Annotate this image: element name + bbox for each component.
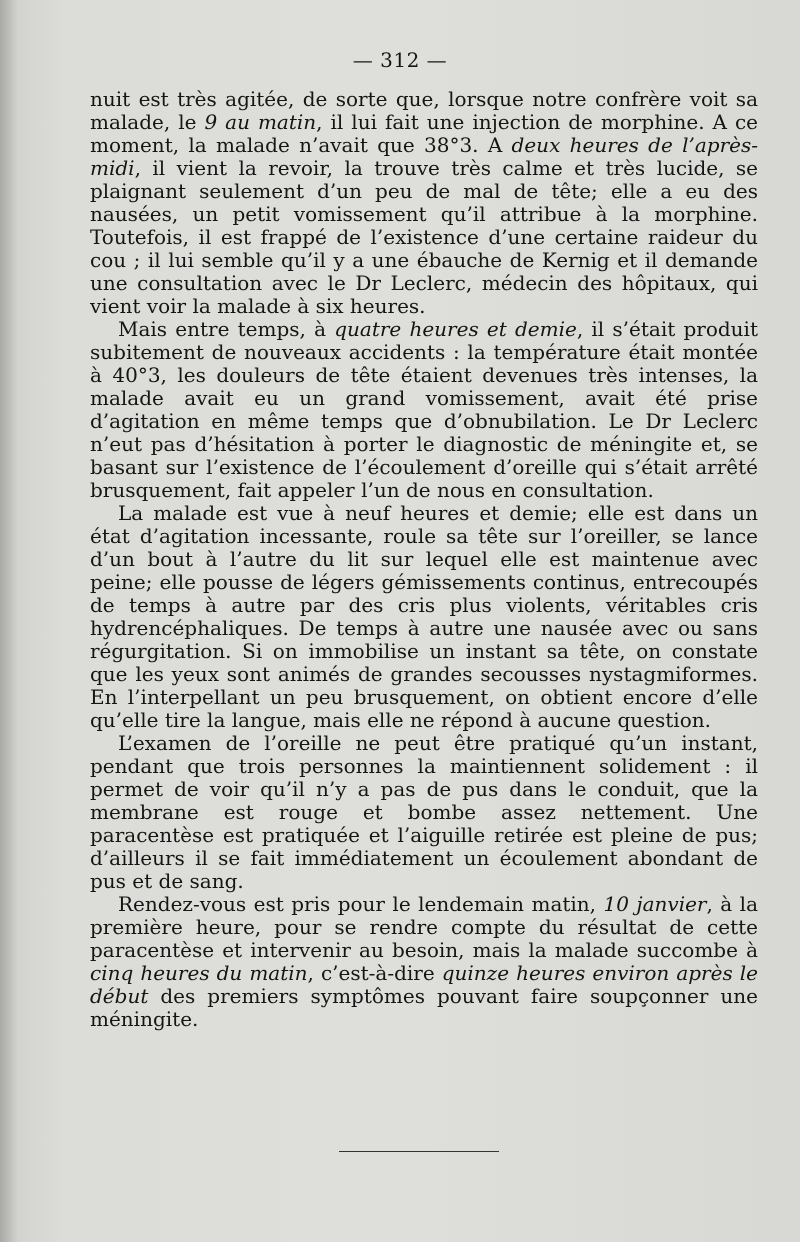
italic-time-quatre-heures: quatre heures et demie [334,317,577,341]
paragraph-1-text-2: , il lui fait une injection de morphine. A ce moment, la malade n’avait que 38°3. A [90,110,759,157]
page-number: — 312 — [352,48,448,72]
paragraph-5-text-1: Rendez-vous est pris pour le lendemain matin, [118,892,604,916]
italic-time-deux-heures: deux heures de l’après-midi [90,133,758,180]
paragraph-3 [90,502,758,732]
italic-time-cinq-heures: cinq heures du matin [90,961,308,985]
paragraph-4-text: L’examen de l’oreille ne peut être pratiqué qu’un instant, pendant que trois personnes la maintiennent solidement : il permet de voir qu’il n’y a pas de pus dans le conduit, que la membrane est rouge et bombe assez nettement. Une paracentèse est pratiquée et l’aiguille retirée est pleine de pus; d’ailleurs il se fait immédiatement un écoulement abondant de pus et de sang. [90,731,758,893]
italic-duration-quinze-heures: quinze heures environ après le début [90,961,758,1008]
paragraph-5-text-2: , à la première heure, pour se rendre compte du résultat de cette paracentèse et intervenir au besoin, mais la malade succombe à [90,892,758,962]
italic-date-10-janvier: 10 janvier [603,892,707,916]
page-edge-shadow [0,0,18,1242]
paragraph-5-text-4: des premiers symptômes pouvant faire soupçonner une méningite. [90,984,758,1031]
paragraph-1-text-1: nuit est très agitée, de sorte que, lorsque notre confrère voit sa malade, le [90,87,758,134]
italic-time-9-au-matin: 9 au matin [204,110,317,134]
paragraph-2-text-2: , il s’était produit subitement de nouveaux accidents : la température était montée à 40°3, les douleurs de tête étaient devenues très intenses, la malade avait eu un grand vomissement, avait été prise d’agitation en même temps que d’obnubilation. Le Dr Leclerc n’eut pas d’hésitation à porter le diagnostic de méningite et, se basant sur l’existence de l’écoulement d’oreille qui s’était arrêté brusquement, fait appeler l’un de nous en consultation. [90,317,758,502]
paragraph-5 [90,893,758,1031]
paragraph-1-text-3: , il vient la revoir, la trouve très calme et très lucide, se plaignant seulement d’un peu de mal de tête; elle a eu des nausées, un petit vomissement qu’il attribue à la morphine. Toutefois, il est frappé de l’existence d’une certaine raideur du cou ; il lui semble qu’il y a une ébauche de Kernig et il demande une consultation avec le Dr Leclerc, médecin des hôpitaux, qui vient voir la malade à six heures. [90,156,758,318]
section-divider [339,1151,499,1152]
paragraph-1 [90,88,758,318]
paragraph-4 [90,732,758,893]
body-text [90,88,758,1031]
paragraph-5-text-3: , c’est-à-dire [307,961,442,985]
paragraph-2-text-1: Mais entre temps, à [118,317,335,341]
paragraph-2 [90,318,758,502]
paragraph-3-text: La malade est vue à neuf heures et demie; elle est dans un état d’agitation incessante, roule sa tête sur l’oreiller, se lance d’un bout à l’autre du lit sur lequel elle est maintenue avec peine; elle pousse de légers gémissements continus, entrecoupés de temps à autre par des cris plus violents, véritables cris hydrencéphaliques. De temps à autre une nausée avec ou sans régurgitation. Si on immobilise un instant sa tête, on constate que les yeux sont animés de grandes secousses nystagmiformes. En l’interpellant un peu brusquement, on obtient encore d’elle qu’elle tire la langue, mais elle ne répond à aucune question. [90,501,758,732]
